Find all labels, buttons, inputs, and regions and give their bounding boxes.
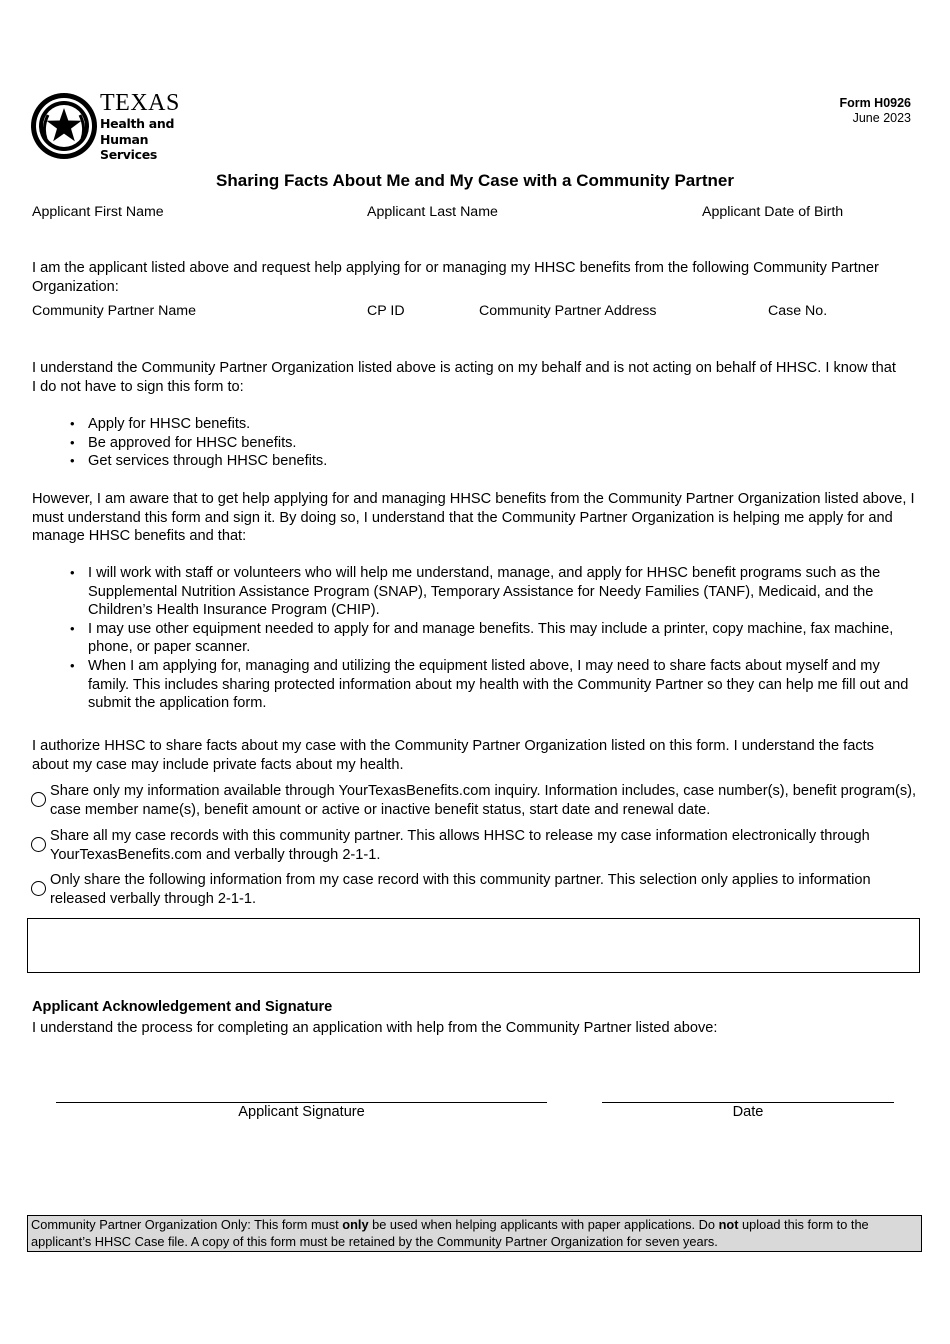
list-item: • Get services through HHSC benefits.	[32, 452, 920, 471]
sharing-option-label: Share all my case records with this community partner. This allows HHSC to release my case information electronically through YourTexasBenefits.com and verbally through 2-1-1.	[50, 828, 870, 863]
form-date: June 2023	[852, 111, 911, 125]
list-item: • I may use other equipment needed to apply for and manage benefits. This may include a printer, copy machine, fax machine, phone, or paper scanner.	[32, 620, 922, 657]
community-partner-name-field[interactable]: Community Partner Name	[32, 303, 196, 319]
logo-line2: Services	[100, 147, 158, 162]
footer-text: be used when helping applicants with paper applications. Do	[368, 1217, 719, 1232]
specific-info-textbox[interactable]	[27, 918, 920, 973]
logo-wordmark	[100, 91, 215, 163]
acknowledgement-text: I understand the process for completing an application with help from the Community Partner listed above:	[32, 1020, 718, 1036]
logo-line1: Health and Human	[100, 116, 175, 147]
radio-button[interactable]	[31, 792, 46, 807]
footer-text: Community Partner Organization Only: This form must	[31, 1217, 343, 1232]
request-text: I am the applicant listed above and request help applying for or managing my HHSC benefits from the following Community Partner Organization:	[32, 260, 879, 295]
applicant-first-name-field[interactable]: Applicant First Name	[32, 204, 164, 220]
footer-text: upload this form to the applicant’s HHSC Case file. A copy of this form must be retained by the Community Partner Organization for seven years.	[31, 1217, 869, 1249]
however-text: However, I am aware that to get help applying for and managing HHSC benefits from the Community Partner Organization listed above, I must understand this form and sign it. By doing so, I understand that the Community Partner Organization is helping me apply for and manage HHSC benefits and that:	[32, 491, 915, 545]
sharing-option-label: Share only my information available through YourTexasBenefits.com inquiry. Information includes, case number(s), benefit program(s), case member name(s), benefit amount or active or inactive benefit status, start date and renewal date.	[50, 783, 917, 818]
hhs-logo	[30, 91, 215, 163]
sharing-option-all-records[interactable]	[31, 827, 921, 864]
footer-emphasis-not: not	[718, 1217, 739, 1232]
list-item: • Apply for HHSC benefits.	[32, 415, 920, 434]
applicant-dob-field[interactable]: Applicant Date of Birth	[702, 204, 844, 220]
understand-text: I understand the Community Partner Organization listed above is acting on my behalf and is not acting on behalf of HHSC. I know that I do not have to sign this form to:	[32, 360, 896, 395]
radio-button[interactable]	[31, 837, 46, 852]
not-required-list	[32, 415, 920, 471]
form-number: Form H0926	[839, 96, 911, 110]
list-item: • I will work with staff or volunteers who will help me understand, manage, and apply for HHSC benefit programs such as the Supplemental Nutrition Assistance Program (SNAP), Temporary Assistance for Needy Families (TANF), Medicaid, and the Children’s Health Insurance Program (CHIP).	[32, 564, 922, 620]
case-number-field[interactable]: Case No.	[768, 303, 828, 319]
texas-seal-icon	[30, 91, 98, 161]
form-number-block	[839, 96, 911, 126]
acknowledgement-heading: Applicant Acknowledgement and Signature	[32, 999, 333, 1015]
radio-button[interactable]	[31, 881, 46, 896]
authorize-text: I authorize HHSC to share facts about my case with the Community Partner Organization listed on this form. I understand the facts about my case may include private facts about my health.	[32, 738, 874, 773]
logo-texas: TEXAS	[100, 90, 180, 116]
date-label: Date	[732, 1104, 764, 1120]
cp-id-field[interactable]: CP ID	[367, 303, 405, 319]
list-item: • When I am applying for, managing and utilizing the equipment listed above, I may need to share facts about myself and my family. This includes sharing protected information about my health with the Community Partner so they can help me fill out and submit the application form.	[32, 657, 922, 713]
footer-emphasis-only: only	[342, 1217, 369, 1232]
page-title: Sharing Facts About Me and My Case with a Community Partner	[216, 171, 734, 190]
sharing-option-specific-info[interactable]	[31, 871, 921, 908]
footer-notice	[27, 1215, 922, 1252]
agreement-list	[32, 564, 922, 713]
sharing-option-inquiry[interactable]	[31, 782, 921, 819]
applicant-signature-label: Applicant Signature	[238, 1104, 365, 1120]
list-item: • Be approved for HHSC benefits.	[32, 434, 920, 453]
applicant-last-name-field[interactable]: Applicant Last Name	[367, 204, 498, 220]
sharing-option-label: Only share the following information from my case record with this community partner. This selection only applies to information released verbally through 2-1-1.	[50, 872, 871, 907]
community-partner-address-field[interactable]: Community Partner Address	[479, 303, 657, 319]
